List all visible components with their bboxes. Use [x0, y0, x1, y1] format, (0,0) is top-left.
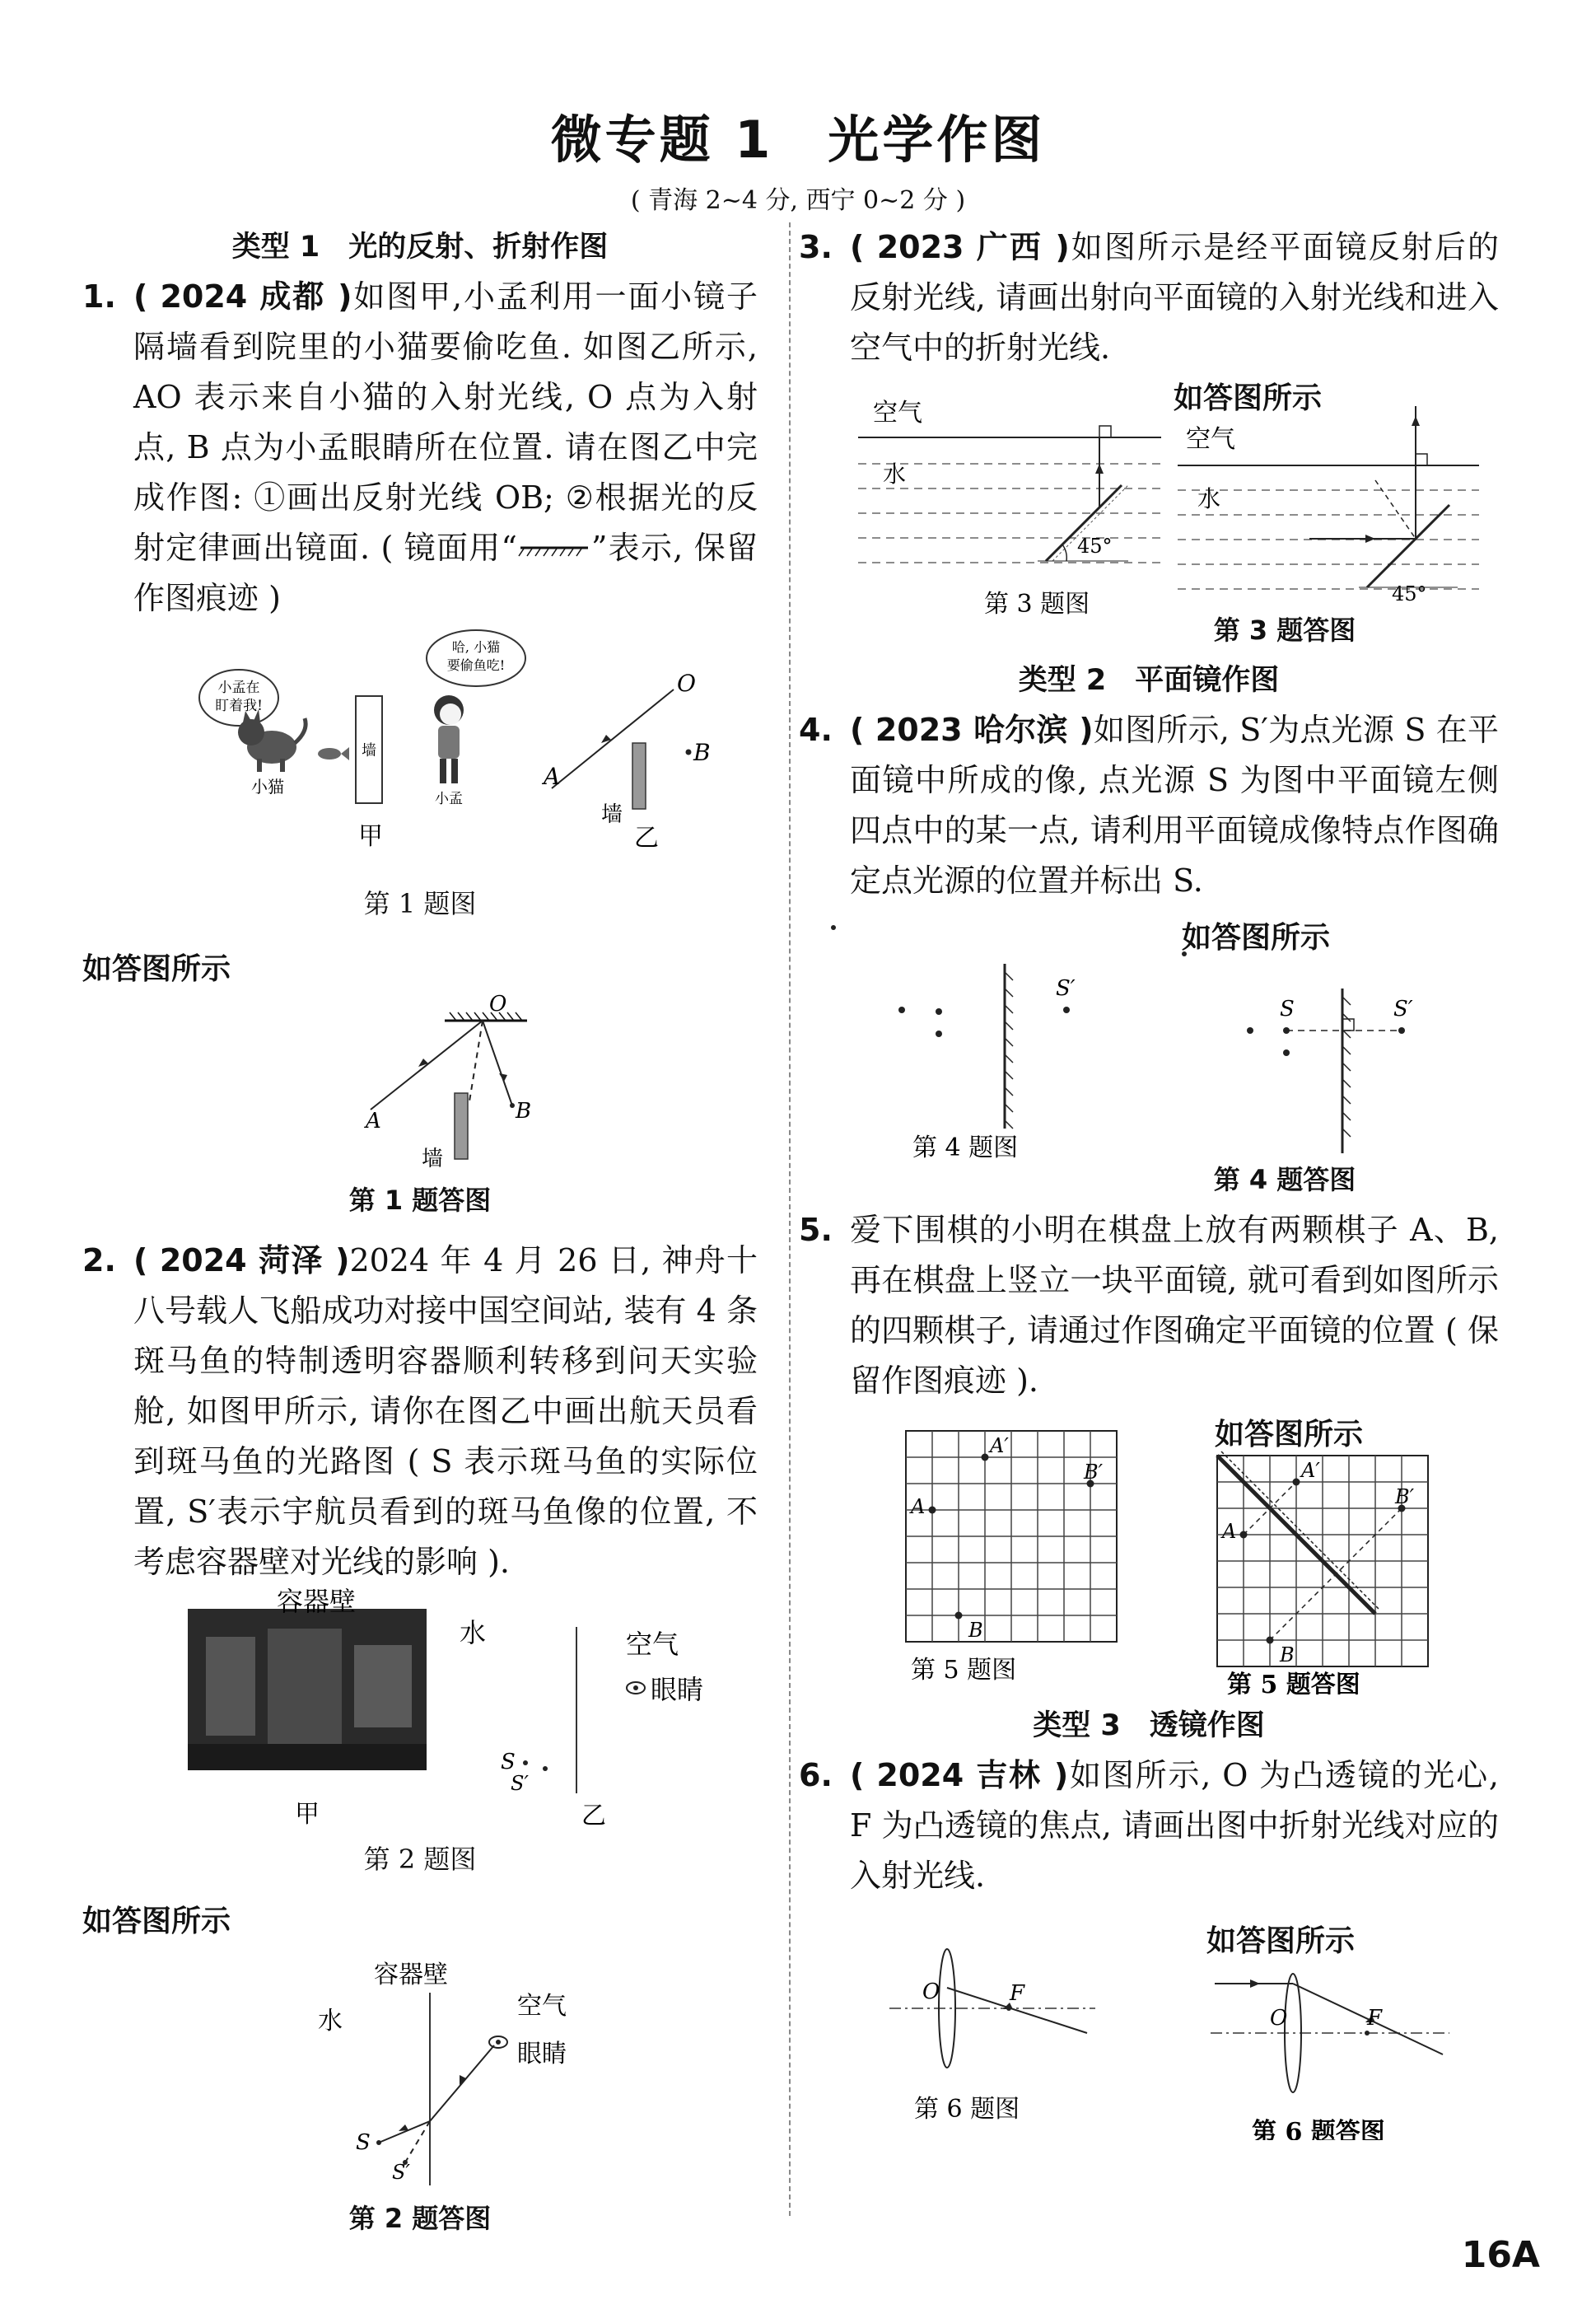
point-O-label-6: O — [922, 1979, 940, 2004]
label-yi-2: 乙 — [581, 1802, 606, 1830]
question-number: 3. — [799, 229, 833, 265]
question-6 — [799, 1750, 1499, 1901]
page-number: 16A — [1461, 2234, 1540, 2276]
arrow-icon — [1095, 464, 1104, 474]
type-3-heading: 类型 3 透镜作图 — [1033, 1709, 1265, 1742]
label-wall-jia: 墙 — [362, 742, 376, 760]
answer-label-4: 如答图所示 — [1182, 921, 1331, 955]
boy-bubble — [427, 630, 525, 686]
answer-figure-2 — [82, 1947, 758, 2194]
label-air: 空气 — [626, 1629, 679, 1660]
ans-ray-in-water — [379, 2121, 430, 2143]
angle-label-3: 45° — [1077, 535, 1113, 558]
ans-piece-Bp-label: B′ — [1395, 1485, 1415, 1508]
figure-3-caption: 第 3 题图 — [984, 590, 1090, 619]
point-F-label-6: F — [1010, 1981, 1025, 2006]
answer-3-caption: 第 3 题答图 — [1213, 615, 1356, 646]
question-source: ( 2024 吉林 ) — [850, 1757, 1069, 1793]
answer-1-caption: 第 1 题答图 — [348, 1185, 492, 1216]
ans-normal-line — [469, 1021, 483, 1101]
ans-point-S-label: S — [1280, 997, 1295, 1021]
label-air-3: 空气 — [873, 399, 922, 428]
piece-A — [929, 1507, 936, 1514]
ans-extension-line — [405, 2121, 430, 2162]
ans-point-S-label: S — [356, 2130, 371, 2155]
fish-icon — [318, 747, 349, 760]
answer-label-5: 如答图所示 — [1215, 1418, 1364, 1451]
candidate-point — [898, 1007, 905, 1013]
answer-6-caption: 第 6 题答图 — [1252, 2118, 1385, 2140]
eye-icon — [489, 2036, 507, 2048]
label-water-3: 水 — [883, 460, 907, 488]
ans-piece-Ap-label: A′ — [1301, 1459, 1320, 1482]
figure-5-caption: 第 5 题图 — [911, 1656, 1017, 1685]
question-number: 1. — [82, 278, 116, 315]
figure-5-row — [799, 1406, 1499, 1694]
point-Sp-label: S′ — [511, 1772, 529, 1795]
bubble-boy-text: 哈, 小猫要偷鱼吃! — [446, 639, 506, 673]
figure-3-drawing — [799, 373, 1499, 629]
question-number: 6. — [799, 1757, 833, 1793]
point-S-label: S — [501, 1750, 516, 1774]
eye-icon — [627, 1682, 645, 1694]
incident-ray-AO — [552, 689, 674, 788]
ans-label-wall: 墙 — [422, 1147, 444, 1171]
question-source: ( 2023 哈尔滨 ) — [850, 712, 1094, 748]
arrow-icon — [1250, 1979, 1260, 1988]
point-B — [686, 750, 692, 755]
answer-figure-2-drawing — [82, 1947, 758, 2194]
candidate-point — [936, 1031, 942, 1037]
figure-4-row — [799, 906, 1499, 1170]
cat-bubble — [199, 670, 278, 726]
page-title: 微专题 1 光学作图 — [550, 110, 1046, 170]
arrow-icon — [1365, 535, 1375, 543]
point-O-label: O — [677, 670, 696, 697]
figure-1 — [82, 624, 758, 879]
ans-angle-label-3: 45° — [1392, 582, 1427, 605]
question-source: ( 2023 广西 ) — [850, 229, 1070, 265]
left-column — [82, 222, 758, 2244]
focus-F — [1006, 2006, 1011, 2011]
answer-label-3: 如答图所示 — [1174, 381, 1323, 415]
mirror-symbol-icon — [517, 543, 591, 559]
piece-Bp-label: B′ — [1084, 1461, 1104, 1484]
ans-piece-A-label: A — [1222, 1520, 1237, 1543]
candidate-point — [936, 1008, 942, 1015]
piece-B-label: B — [968, 1619, 983, 1642]
answer-figure-1 — [82, 994, 758, 1176]
ans-label-container-wall: 容器壁 — [374, 1961, 448, 1989]
label-boy: 小孟 — [435, 791, 463, 807]
figure-4-caption: 第 4 题图 — [912, 1133, 1019, 1162]
ans-reflected-ray — [483, 1021, 512, 1105]
ans-point-F-label-6: F — [1367, 2006, 1383, 2031]
label-jia: 甲 — [358, 822, 383, 851]
ans-ray-in-air — [430, 2045, 494, 2121]
figure-6-row — [799, 1901, 1499, 2140]
label-eye: 眼睛 — [651, 1674, 704, 1705]
type-2-heading: 类型 2 平面镜作图 — [1018, 664, 1280, 697]
question-text: 如图甲,小孟利用一面小镜子隔墙看到院里的小猫要偷吃鱼. 如图乙所示, AO 表示来自小猫的入射光线, O 点为入射点, B 点为小孟眼睛所在位置. 请在图乙中完成作图: ①画出反射光线 OB; ②根据光的反射定律画出镜面. ( 镜面用“ — [133, 278, 758, 566]
label-water: 水 — [460, 1617, 487, 1648]
ans-point-Sp-label-4: S′ — [1393, 997, 1413, 1021]
figure-2 — [82, 1587, 758, 1835]
figure-1-drawing — [82, 624, 758, 879]
piece-Ap — [982, 1454, 989, 1461]
question-5 — [799, 1205, 1499, 1406]
right-column — [799, 222, 1499, 2140]
ans-label-air-3: 空气 — [1186, 425, 1235, 454]
figure-2-drawing — [82, 1587, 758, 1835]
figure-3-row — [799, 373, 1499, 629]
boy-icon — [434, 695, 464, 783]
figure-4-drawing — [799, 906, 1499, 1170]
page-subtitle: ( 青海 2~4 分, 西宁 0~2 分 ) — [630, 186, 966, 215]
question-1 — [82, 272, 758, 624]
question-source: ( 2024 成都 ) — [133, 278, 352, 315]
question-number: 4. — [799, 712, 833, 748]
answer-label-1: 如答图所示 — [82, 952, 231, 986]
figure-6-caption: 第 6 题图 — [914, 2095, 1020, 2124]
answer-4-caption: 第 4 题答图 — [1213, 1164, 1356, 1195]
ans-point-O-label-6: O — [1270, 2006, 1288, 2031]
question-2 — [82, 1236, 758, 1587]
answer-5-caption: 第 5 题答图 — [1227, 1671, 1360, 1694]
question-text: 如图所示, S′为点光源 S 在平面镜中所成的像, 点光源 S 为图中平面镜左侧四点中的某一点, 请利用平面镜成像特点作图确定点光源的位置并标出 S. — [850, 712, 1499, 899]
question-text: 如图所示, O 为凸透镜的光心, F 为凸透镜的焦点, 请画出图中折射光线对应的入射光线. — [850, 1757, 1499, 1894]
ans-point-Sp-label: S′ — [392, 2161, 410, 2184]
answer-figure-1-drawing — [82, 994, 758, 1176]
piece-A-label: A — [911, 1495, 926, 1518]
figure-6-drawing — [799, 1901, 1499, 2140]
point-Sp — [1063, 1007, 1070, 1013]
ans-wall — [455, 1093, 468, 1159]
answer-label-6: 如答图所示 — [1206, 1924, 1356, 1958]
ans-label-air: 空气 — [517, 1992, 567, 2021]
point-Sp — [543, 1766, 548, 1771]
bubble-cat-text: 小孟在盯着我! — [215, 680, 263, 714]
ans-label-water: 水 — [318, 2007, 343, 2036]
question-text: 2024 年 4 月 26 日, 神舟十八号载人飞船成功对接中国空间站, 装有 4 条斑马鱼的特制透明容器顺利转移到问天实验舱, 如图甲所示, 请你在图乙中画出航天员看到斑马鱼的光路图 ( S 表示斑马鱼的实际位置, S′表示宇航员看到的斑马鱼像的位置, 不考虑容器壁对光线的影响 ). — [133, 1242, 758, 1580]
ans-piece-B-label: B — [1280, 1643, 1295, 1666]
figure-2-caption: 第 2 题图 — [363, 1844, 477, 1875]
answer-2-caption: 第 2 题答图 — [348, 2203, 492, 2234]
piece-Ap-label: A′ — [990, 1434, 1009, 1457]
question-text-tail: ”表示, 保留作图痕迹 ) — [133, 530, 758, 616]
column-divider — [789, 222, 791, 2216]
label-jia-2: 甲 — [295, 1800, 320, 1829]
figure-1-caption: 第 1 题图 — [363, 888, 477, 919]
ans-label-water-3: 水 — [1197, 485, 1221, 512]
figure-5-drawing — [799, 1406, 1499, 1694]
wall-yi — [632, 743, 646, 809]
label-container-wall: 容器壁 — [277, 1587, 357, 1617]
answer-label-2: 如答图所示 — [82, 1905, 231, 1938]
label-cat: 小猫 — [251, 777, 284, 797]
arrow-icon — [399, 2124, 408, 2131]
point-A-label: A — [544, 763, 561, 790]
question-3 — [799, 222, 1499, 373]
type-1-heading: 类型 1 光的反射、折射作图 — [231, 231, 609, 264]
ans-point-A-label: A — [366, 1109, 381, 1133]
question-source: ( 2024 菏泽 ) — [133, 1242, 350, 1278]
ans-label-eye: 眼睛 — [517, 2040, 567, 2068]
question-number: 2. — [82, 1242, 116, 1278]
label-wall-yi: 墙 — [601, 802, 623, 827]
ans-point-O-label: O — [489, 994, 507, 1017]
point-B-label: B — [693, 739, 711, 766]
label-yi: 乙 — [634, 824, 659, 853]
question-text: 爱下围棋的小明在棋盘上放有两颗棋子 A、B, 再在棋盘上竖立一块平面镜, 就可看到如图所示的四颗棋子, 请通过作图确定平面镜的位置 ( 保留作图痕迹 ). — [850, 1212, 1499, 1399]
point-Sp-label-4: S′ — [1056, 976, 1076, 1001]
point-S — [523, 1760, 528, 1765]
ans-point-B-label: B — [516, 1099, 532, 1124]
piece-B — [955, 1612, 963, 1620]
cat-icon — [238, 709, 306, 772]
question-number: 5. — [799, 1212, 833, 1248]
ans-mirror-3 — [1367, 505, 1449, 587]
question-text: 如图所示是经平面镜反射后的反射光线, 请画出射向平面镜的入射光线和进入空气中的折射光线. — [850, 229, 1499, 366]
question-4 — [799, 705, 1499, 906]
